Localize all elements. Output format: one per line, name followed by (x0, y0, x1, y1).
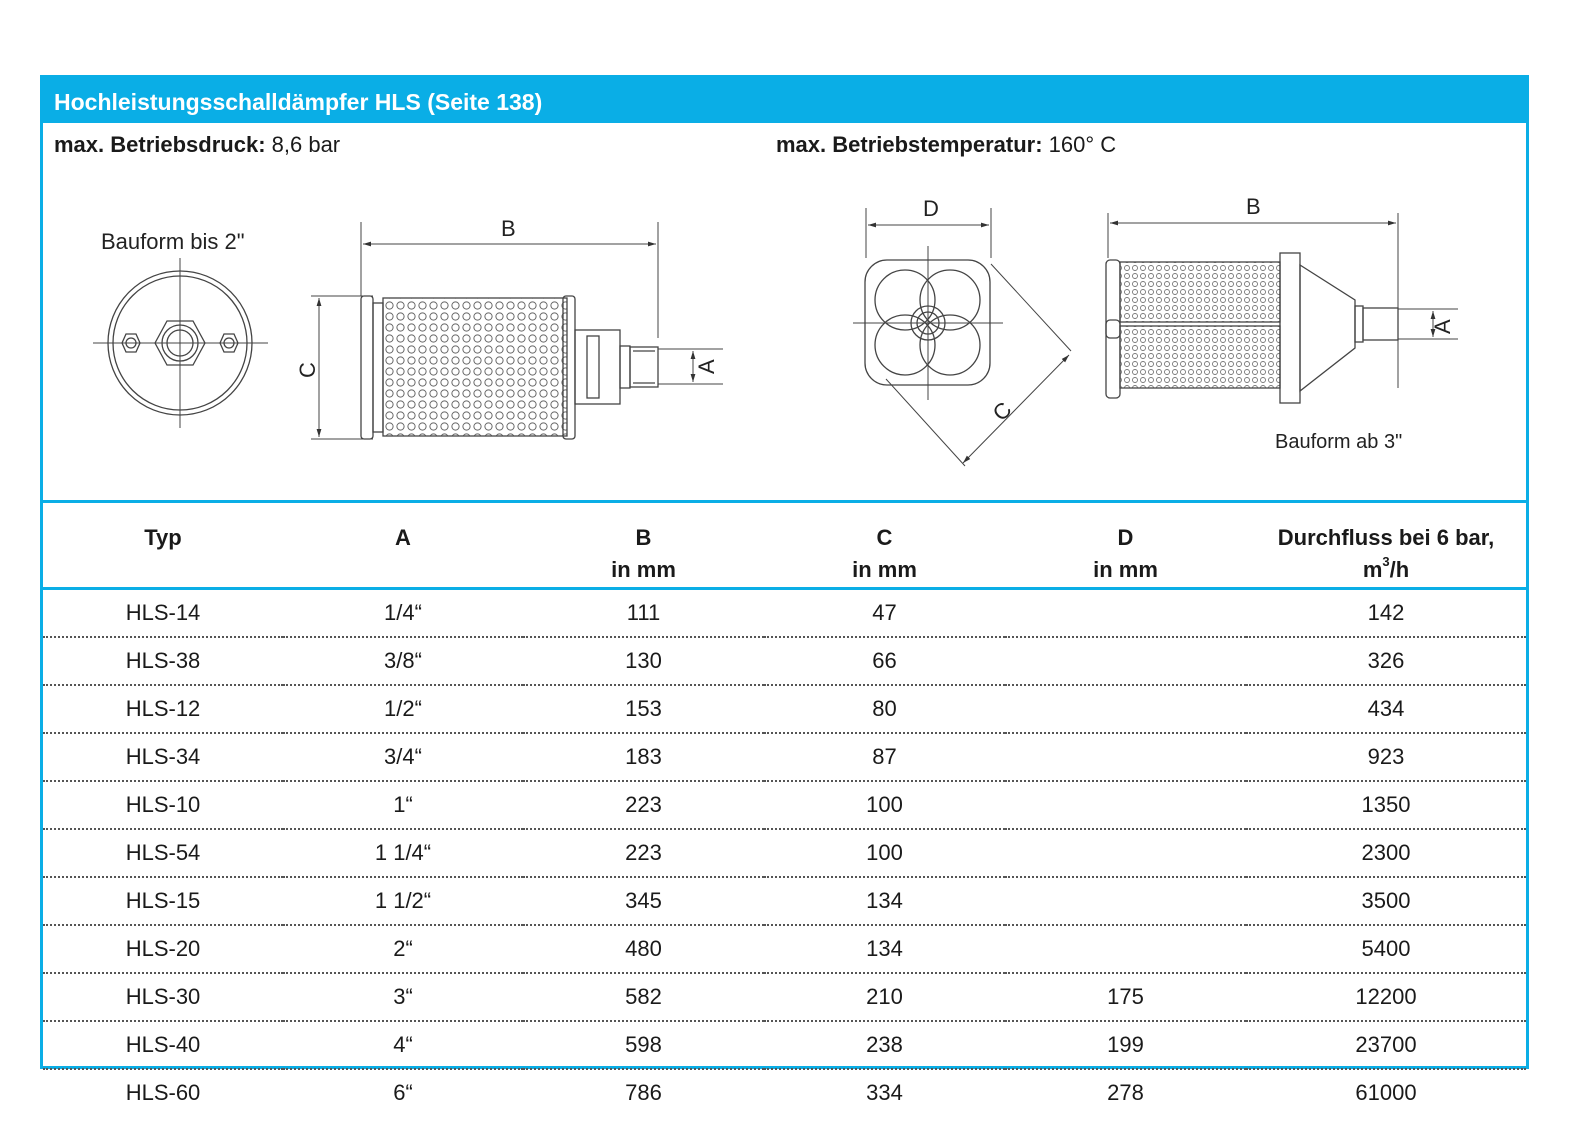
cell-typ: HLS-30 (43, 973, 283, 1021)
cell-b: 153 (523, 685, 764, 733)
cell-flow: 326 (1246, 637, 1526, 685)
cell-b: 130 (523, 637, 764, 685)
technical-drawings (43, 168, 1526, 513)
cell-a: 1 1/2“ (283, 877, 523, 925)
table-row (43, 781, 1526, 829)
cell-typ: HLS-60 (43, 1069, 283, 1116)
cell-b: 786 (523, 1069, 764, 1116)
drawing-table-separator (43, 500, 1526, 503)
cell-d (1005, 829, 1246, 877)
cell-d (1005, 637, 1246, 685)
table-row (43, 637, 1526, 685)
cell-c: 134 (764, 877, 1005, 925)
cell-flow: 923 (1246, 733, 1526, 781)
dim-label-c-left: C (295, 362, 320, 378)
cell-a: 3/8“ (283, 637, 523, 685)
cell-typ: HLS-54 (43, 829, 283, 877)
cell-d (1005, 733, 1246, 781)
cell-typ: HLS-10 (43, 781, 283, 829)
cell-c: 100 (764, 781, 1005, 829)
cell-c: 100 (764, 829, 1005, 877)
table-row (43, 1021, 1526, 1069)
table-row (43, 925, 1526, 973)
cell-a: 1“ (283, 781, 523, 829)
datasheet-panel (40, 75, 1529, 1105)
dim-label-a-right: A (1430, 319, 1455, 334)
left-caption: Bauform bis 2" (101, 229, 245, 254)
cell-c: 134 (764, 925, 1005, 973)
cell-flow: 5400 (1246, 925, 1526, 973)
side-view-small (311, 222, 723, 439)
dim-label-b-left: B (501, 216, 516, 241)
cell-c: 210 (764, 973, 1005, 1021)
right-caption: Bauform ab 3" (1275, 431, 1403, 453)
cell-d (1005, 877, 1246, 925)
cell-typ: HLS-38 (43, 637, 283, 685)
cell-c: 238 (764, 1021, 1005, 1069)
cell-flow: 2300 (1246, 829, 1526, 877)
header-flow: Durchfluss bei 6 bar, $m^3/h$ (1277, 525, 1495, 582)
cell-a: 2“ (283, 925, 523, 973)
cell-c: 334 (764, 1069, 1005, 1116)
dim-label-a-left: A (694, 359, 719, 374)
cell-typ: HLS-12 (43, 685, 283, 733)
cell-flow: 3500 (1246, 877, 1526, 925)
cell-d: 199 (1005, 1021, 1246, 1069)
cell-b: 582 (523, 973, 764, 1021)
header-a: A (395, 525, 411, 550)
cell-d (1005, 589, 1246, 638)
cell-b: 111 (626, 600, 661, 625)
cell-d (1005, 685, 1246, 733)
table-row (43, 733, 1526, 781)
cell-b: 223 (523, 829, 764, 877)
pressure-label: max. Betriebsdruck: (54, 132, 266, 157)
cell-d (1005, 925, 1246, 973)
cell-c: 80 (764, 685, 1005, 733)
cell-typ: HLS-15 (43, 877, 283, 925)
table-row (43, 1069, 1526, 1116)
cell-d (1005, 781, 1246, 829)
table-body (43, 589, 1526, 1117)
dimensions-table (43, 515, 1526, 1116)
cell-b: 223 (523, 781, 764, 829)
cell-a: 1/2“ (283, 685, 523, 733)
cell-b: 598 (523, 1021, 764, 1069)
cell-flow: 61000 (1246, 1069, 1526, 1116)
table-row (43, 877, 1526, 925)
front-view-large (853, 208, 1071, 466)
cell-d: 175 (1005, 973, 1246, 1021)
cell-typ: HLS-14 (125, 600, 201, 625)
header-b: B in mm (611, 525, 676, 582)
cell-a: 1/4“ (384, 600, 422, 625)
cell-typ: HLS-20 (43, 925, 283, 973)
temperature-value: 160° C (1042, 132, 1117, 157)
cell-b: 480 (523, 925, 764, 973)
table-row (43, 685, 1526, 733)
header-c: C in mm (852, 525, 917, 582)
cell-d: 278 (1005, 1069, 1246, 1116)
drawings-svg (43, 168, 1526, 513)
cell-c: 87 (764, 733, 1005, 781)
cell-flow: 434 (1246, 685, 1526, 733)
table-header-row (43, 515, 1526, 589)
dim-label-c-right: C (987, 396, 1017, 426)
table-row (43, 589, 1526, 638)
dim-label-b-right: B (1246, 194, 1261, 219)
cell-b: 345 (523, 877, 764, 925)
dim-label-d-right: D (923, 196, 939, 221)
cell-a: 1 1/4“ (283, 829, 523, 877)
header-typ: Typ (144, 525, 182, 550)
cell-flow: 1350 (1246, 781, 1526, 829)
pressure-spec (54, 132, 340, 158)
front-view-small (93, 258, 268, 428)
cell-c: 66 (764, 637, 1005, 685)
table-row (43, 973, 1526, 1021)
cell-c: 47 (872, 600, 897, 625)
cell-typ: HLS-34 (43, 733, 283, 781)
cell-a: 4“ (283, 1021, 523, 1069)
cell-a: 3/4“ (283, 733, 523, 781)
section-title: Hochleistungsschalldämpfer HLS (Seite 138) (43, 78, 1526, 123)
cell-flow: 12200 (1246, 973, 1526, 1021)
cell-flow: 23700 (1246, 1021, 1526, 1069)
temperature-label: max. Betriebstemperatur: (776, 132, 1043, 157)
cell-flow: 142 (1367, 600, 1405, 625)
side-view-large (1106, 213, 1458, 403)
table-row (43, 829, 1526, 877)
header-d: D in mm (1093, 525, 1158, 582)
cell-typ: HLS-40 (43, 1021, 283, 1069)
temperature-spec (776, 132, 1116, 158)
cell-a: 3“ (283, 973, 523, 1021)
pressure-value: 8,6 bar (265, 132, 341, 157)
cell-b: 183 (523, 733, 764, 781)
cell-a: 6“ (283, 1069, 523, 1116)
